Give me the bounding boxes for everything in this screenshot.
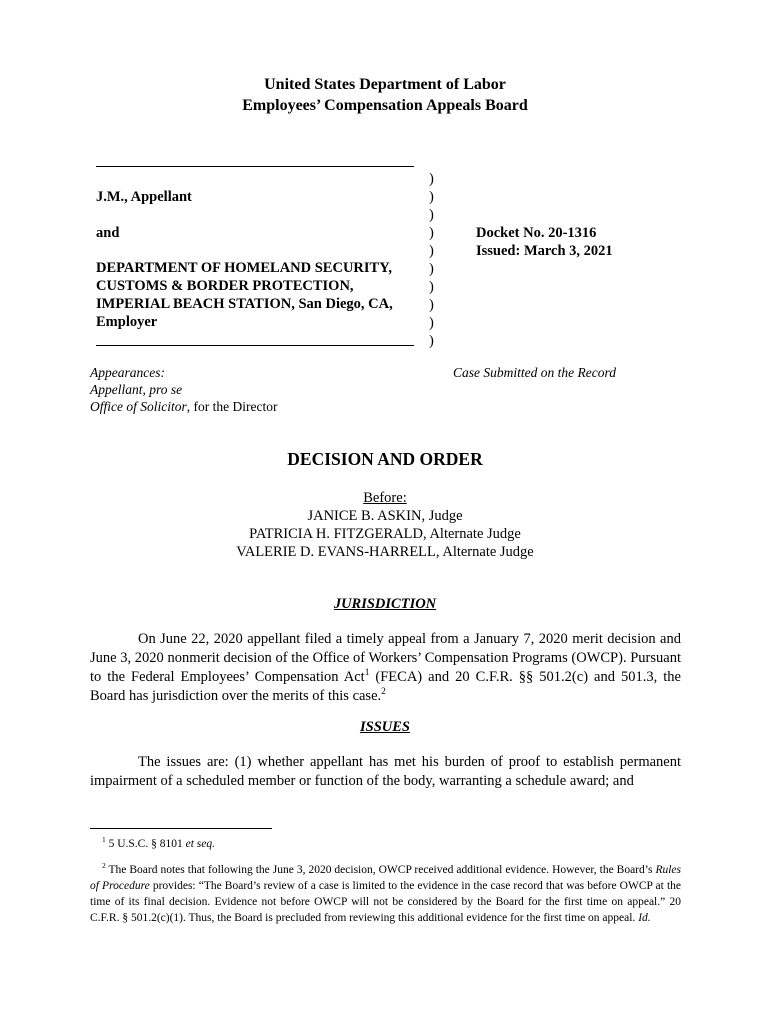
before-label: Before: [363, 490, 407, 506]
footnote-rule [90, 828, 272, 829]
solicitor-role: , for the Director [186, 399, 278, 414]
paren: ) [429, 171, 434, 187]
docket-number: Docket No. 20-1316 [476, 225, 597, 241]
solicitor-line [90, 398, 277, 416]
footnote-1: $^1$ 5 U.S.C. § 8101 et seq. [102, 835, 215, 850]
employer-line-2: CUSTOMS & BORDER PROTECTION, [96, 278, 354, 294]
jurisdiction-heading: JURISDICTION [333, 596, 437, 612]
paren: ) [429, 315, 434, 331]
paren: ) [429, 261, 434, 277]
footnote-ref-2: 2 [381, 687, 386, 698]
employer-label: Employer [96, 314, 158, 330]
appellant-name: J.M., Appellant [96, 189, 192, 205]
caption-and: and [96, 225, 120, 241]
issued-date: Issued: March 3, 2021 [476, 243, 613, 259]
caption-top-rule [96, 166, 414, 167]
agency-name: United States Department of Labor [264, 76, 506, 93]
caption-bottom-rule [96, 345, 414, 346]
judge-3: VALERIE D. EVANS-HARRELL, Alternate Judge [236, 544, 534, 560]
decision-title: DECISION AND ORDER [287, 449, 483, 469]
employer-line-1: DEPARTMENT OF HOMELAND SECURITY, [96, 260, 392, 276]
judge-1: JANICE B. ASKIN, Judge [307, 508, 463, 524]
solicitor-office: Office of Solicitor [90, 399, 187, 414]
issues-paragraph: The issues are: (1) whether appellant has met his burden of proof to establish permanent impairment of a scheduled member or function of the body, warranting a schedule award; and [90, 754, 681, 789]
footnote-2: $^2$ The Board notes that following the June 3, 2020 decision, OWCP received additional evidence. However, the Board’s Rules of Procedure provides: “The Board’s review of a case is limited to the evidence in the case record that was before OWCP at the time of its final decision. Evidence not before OWCP will not be considered by the Board for the first time on appeal.” 20 C.F.R. § 501.2(c)(1). Thus, the Board is precluded from reviewing this additional evidence for the first time on appeal. Id. [90, 861, 681, 924]
employer-line-3: IMPERIAL BEACH STATION, San Diego, CA, [96, 296, 393, 312]
appearances-heading: Appearances: [90, 365, 165, 380]
appellant-pro-se: Appellant, pro se [90, 382, 183, 397]
paren: ) [429, 243, 434, 259]
paren: ) [429, 333, 434, 349]
footnote-ref-1: 1 [364, 668, 370, 679]
paren: ) [429, 207, 434, 223]
issues-heading: ISSUES [360, 719, 410, 735]
paren: ) [429, 279, 434, 295]
jurisdiction-paragraph: On June 22, 2020 appellant filed a timely appeal from a January 7, 2020 merit decision and June 3, 2020 nonmerit decision of the Office of Workers’ Compensation Programs (OWCP). Pursuant to the Federal Employees’ Compensation Act$^1$ (FECA) and 20 C.F.R. §§ 501.2(c) and 501.3, the Board has jurisdiction over the merits of this case.$^2$ [90, 631, 681, 704]
paren: ) [429, 189, 434, 205]
paren: ) [429, 225, 434, 241]
board-name: Employees’ Compensation Appeals Board [242, 97, 528, 114]
paren: ) [429, 297, 434, 313]
judge-2: PATRICIA H. FITZGERALD, Alternate Judge [249, 526, 521, 542]
case-submitted: Case Submitted on the Record [453, 365, 616, 380]
